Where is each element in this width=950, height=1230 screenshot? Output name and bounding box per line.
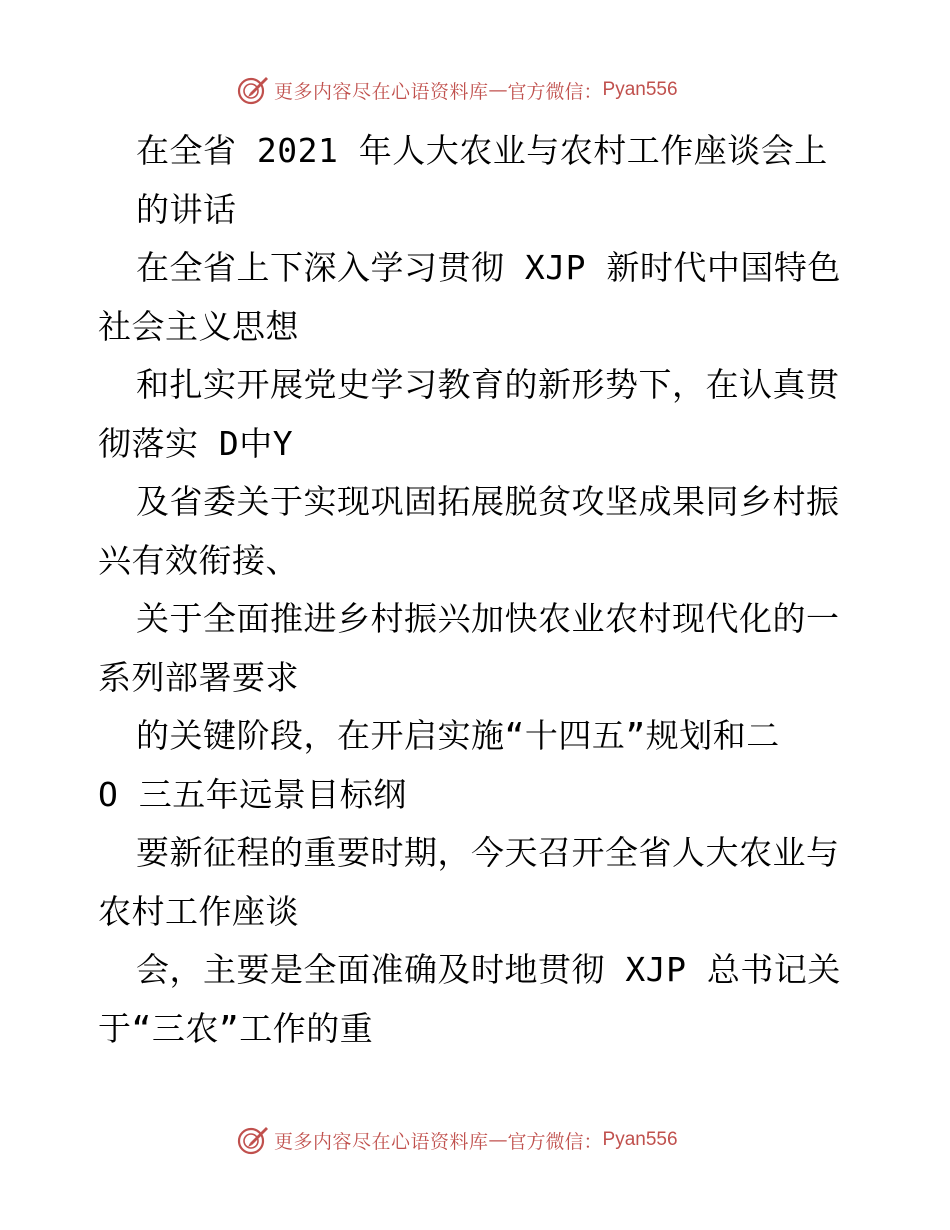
quill-pen-logo-icon: [236, 73, 270, 107]
paragraph-line: 农村工作座谈: [98, 891, 299, 931]
paragraph-line: 关于全面推进乡村振兴加快农业农村现代化的一: [136, 599, 840, 638]
banner-separator: —: [488, 79, 508, 101]
banner-title: 更多内容尽在心语资料库: [274, 1130, 489, 1153]
header-banner: [236, 70, 678, 110]
paragraph-line: 和扎实开展党史学习教育的新形势下，在认真贯: [136, 365, 840, 404]
banner-contact-label: 官方微信：: [507, 80, 603, 103]
paragraph-line: 社会主义思想: [98, 306, 299, 346]
paragraph-line: 兴有效衔接、: [98, 540, 299, 580]
paragraph-line: 及省委关于实现巩固拓展脱贫攻坚成果同乡村振: [136, 482, 840, 521]
paragraph-line: 要新征程的重要时期，今天召开全省人大农业与: [136, 833, 840, 872]
document-body: [98, 122, 858, 1058]
paragraph-line: 在全省上下深入学习贯彻 XJP 新时代中国特色: [136, 248, 841, 287]
banner-contact-label: 官方微信：: [507, 1130, 603, 1153]
banner-contact-id: Pyan556: [602, 79, 678, 100]
document-title-line: 的讲话: [136, 189, 237, 229]
paragraph-line: 于“三农”工作的重: [98, 1008, 374, 1048]
paragraph-line: 的关键阶段，在开启实施“十四五”规划和二: [136, 716, 780, 755]
paragraph-line: 会，主要是全面准确及时地贯彻 XJP 总书记关: [136, 950, 841, 989]
quill-pen-logo-icon: [236, 1123, 270, 1157]
banner-separator: —: [488, 1129, 508, 1151]
paragraph-line: 系列部署要求: [98, 657, 299, 697]
banner-contact-id: Pyan556: [602, 1129, 678, 1150]
footer-banner: [236, 1120, 678, 1160]
banner-title: 更多内容尽在心语资料库: [274, 80, 489, 103]
document-title-line: 在全省 2021 年人大农业与农村工作座谈会上: [136, 131, 828, 170]
paragraph-line: O 三五年远景目标纲: [98, 774, 407, 814]
paragraph-line: 彻落实 D中Y: [98, 423, 294, 463]
